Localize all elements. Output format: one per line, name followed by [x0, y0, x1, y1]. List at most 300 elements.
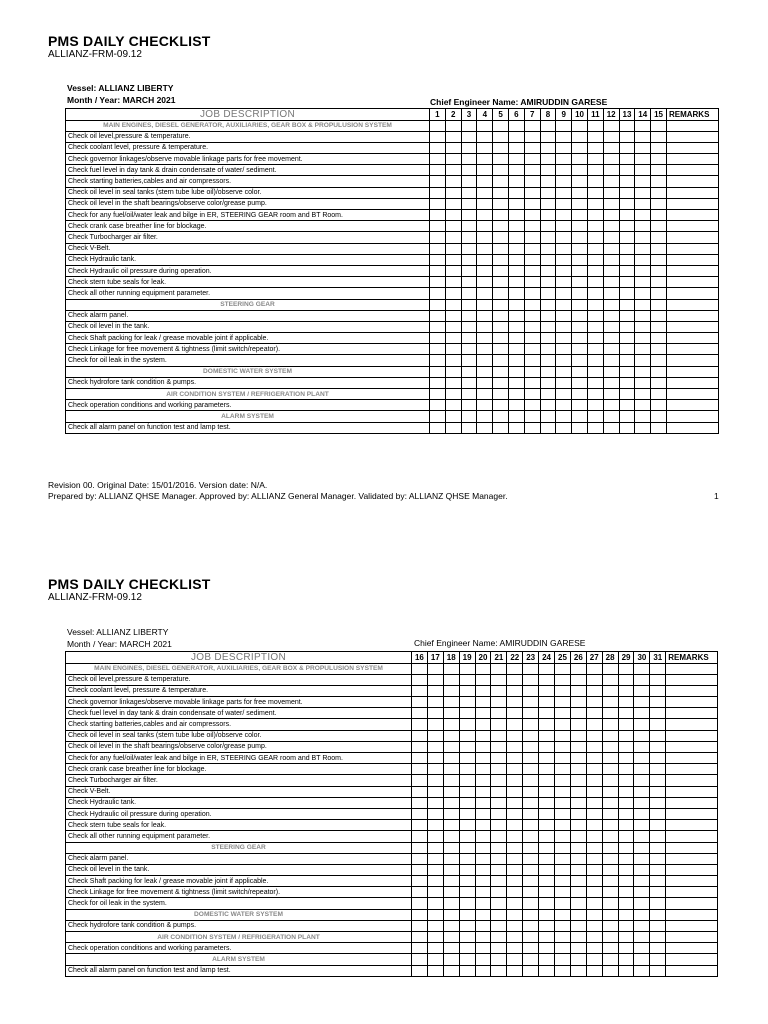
day-check-cell[interactable] — [443, 831, 459, 842]
day-check-cell[interactable] — [427, 674, 443, 685]
day-check-cell[interactable] — [634, 842, 650, 853]
day-check-cell[interactable] — [570, 685, 586, 696]
day-check-cell[interactable] — [570, 831, 586, 842]
remarks-cell[interactable] — [666, 909, 718, 920]
day-check-cell[interactable] — [523, 932, 539, 943]
day-check-cell[interactable] — [523, 898, 539, 909]
day-check-cell[interactable] — [491, 775, 507, 786]
day-check-cell[interactable] — [507, 741, 523, 752]
day-check-cell[interactable] — [602, 808, 618, 819]
day-check-cell[interactable] — [602, 797, 618, 808]
day-check-cell[interactable] — [539, 831, 555, 842]
day-check-cell[interactable] — [650, 730, 666, 741]
remarks-cell[interactable] — [666, 842, 718, 853]
day-check-cell[interactable] — [570, 730, 586, 741]
day-check-cell[interactable] — [570, 898, 586, 909]
day-check-cell[interactable] — [523, 965, 539, 976]
day-check-cell[interactable] — [507, 909, 523, 920]
day-check-cell[interactable] — [618, 864, 634, 875]
day-check-cell[interactable] — [507, 965, 523, 976]
day-check-cell[interactable] — [634, 697, 650, 708]
day-check-cell[interactable] — [650, 842, 666, 853]
day-check-cell[interactable] — [650, 775, 666, 786]
day-check-cell[interactable] — [634, 741, 650, 752]
day-check-cell[interactable] — [412, 842, 428, 853]
day-check-cell[interactable] — [618, 943, 634, 954]
day-check-cell[interactable] — [650, 876, 666, 887]
day-check-cell[interactable] — [602, 909, 618, 920]
day-check-cell[interactable] — [618, 853, 634, 864]
day-check-cell[interactable] — [475, 797, 491, 808]
day-check-cell[interactable] — [507, 932, 523, 943]
remarks-cell[interactable] — [666, 932, 718, 943]
remarks-cell[interactable] — [666, 920, 718, 931]
day-check-cell[interactable] — [618, 786, 634, 797]
day-check-cell[interactable] — [443, 741, 459, 752]
day-check-cell[interactable] — [507, 853, 523, 864]
day-check-cell[interactable] — [412, 965, 428, 976]
day-check-cell[interactable] — [634, 674, 650, 685]
day-check-cell[interactable] — [602, 775, 618, 786]
day-check-cell[interactable] — [634, 685, 650, 696]
day-check-cell[interactable] — [618, 753, 634, 764]
day-check-cell[interactable] — [634, 753, 650, 764]
day-check-cell[interactable] — [602, 887, 618, 898]
day-check-cell[interactable] — [459, 719, 475, 730]
day-check-cell[interactable] — [412, 876, 428, 887]
day-check-cell[interactable] — [555, 685, 571, 696]
day-check-cell[interactable] — [586, 697, 602, 708]
day-check-cell[interactable] — [570, 764, 586, 775]
day-check-cell[interactable] — [507, 831, 523, 842]
day-check-cell[interactable] — [427, 786, 443, 797]
day-check-cell[interactable] — [555, 674, 571, 685]
day-check-cell[interactable] — [443, 898, 459, 909]
day-check-cell[interactable] — [443, 853, 459, 864]
day-check-cell[interactable] — [523, 775, 539, 786]
day-check-cell[interactable] — [491, 697, 507, 708]
day-check-cell[interactable] — [555, 808, 571, 819]
day-check-cell[interactable] — [523, 820, 539, 831]
day-check-cell[interactable] — [459, 786, 475, 797]
day-check-cell[interactable] — [555, 954, 571, 965]
day-check-cell[interactable] — [523, 797, 539, 808]
day-check-cell[interactable] — [586, 674, 602, 685]
day-check-cell[interactable] — [427, 820, 443, 831]
day-check-cell[interactable] — [475, 831, 491, 842]
day-check-cell[interactable] — [539, 808, 555, 819]
day-check-cell[interactable] — [570, 697, 586, 708]
day-check-cell[interactable] — [650, 954, 666, 965]
day-check-cell[interactable] — [427, 663, 443, 674]
day-check-cell[interactable] — [650, 708, 666, 719]
day-check-cell[interactable] — [539, 820, 555, 831]
day-check-cell[interactable] — [650, 753, 666, 764]
day-check-cell[interactable] — [491, 932, 507, 943]
day-check-cell[interactable] — [586, 775, 602, 786]
day-check-cell[interactable] — [459, 943, 475, 954]
day-check-cell[interactable] — [602, 764, 618, 775]
day-check-cell[interactable] — [412, 753, 428, 764]
day-check-cell[interactable] — [650, 764, 666, 775]
day-check-cell[interactable] — [491, 719, 507, 730]
day-check-cell[interactable] — [412, 685, 428, 696]
day-check-cell[interactable] — [491, 808, 507, 819]
day-check-cell[interactable] — [650, 786, 666, 797]
day-check-cell[interactable] — [618, 775, 634, 786]
day-check-cell[interactable] — [570, 954, 586, 965]
day-check-cell[interactable] — [507, 753, 523, 764]
day-check-cell[interactable] — [555, 876, 571, 887]
day-check-cell[interactable] — [427, 909, 443, 920]
day-check-cell[interactable] — [412, 708, 428, 719]
day-check-cell[interactable] — [475, 864, 491, 875]
day-check-cell[interactable] — [618, 808, 634, 819]
day-check-cell[interactable] — [507, 697, 523, 708]
day-check-cell[interactable] — [539, 887, 555, 898]
day-check-cell[interactable] — [586, 831, 602, 842]
day-check-cell[interactable] — [634, 909, 650, 920]
day-check-cell[interactable] — [507, 864, 523, 875]
day-check-cell[interactable] — [491, 887, 507, 898]
remarks-cell[interactable] — [666, 685, 718, 696]
day-check-cell[interactable] — [570, 842, 586, 853]
day-check-cell[interactable] — [602, 932, 618, 943]
day-check-cell[interactable] — [459, 954, 475, 965]
day-check-cell[interactable] — [539, 663, 555, 674]
day-check-cell[interactable] — [507, 685, 523, 696]
remarks-cell[interactable] — [666, 674, 718, 685]
day-check-cell[interactable] — [555, 909, 571, 920]
day-check-cell[interactable] — [650, 932, 666, 943]
day-check-cell[interactable] — [602, 864, 618, 875]
day-check-cell[interactable] — [427, 753, 443, 764]
day-check-cell[interactable] — [570, 663, 586, 674]
day-check-cell[interactable] — [507, 898, 523, 909]
day-check-cell[interactable] — [539, 775, 555, 786]
day-check-cell[interactable] — [475, 708, 491, 719]
day-check-cell[interactable] — [618, 708, 634, 719]
day-check-cell[interactable] — [475, 842, 491, 853]
day-check-cell[interactable] — [539, 719, 555, 730]
day-check-cell[interactable] — [555, 663, 571, 674]
day-check-cell[interactable] — [602, 730, 618, 741]
day-check-cell[interactable] — [618, 842, 634, 853]
day-check-cell[interactable] — [491, 753, 507, 764]
day-check-cell[interactable] — [602, 842, 618, 853]
day-check-cell[interactable] — [618, 887, 634, 898]
day-check-cell[interactable] — [475, 674, 491, 685]
day-check-cell[interactable] — [539, 932, 555, 943]
day-check-cell[interactable] — [555, 730, 571, 741]
day-check-cell[interactable] — [523, 697, 539, 708]
day-check-cell[interactable] — [539, 876, 555, 887]
day-check-cell[interactable] — [650, 808, 666, 819]
day-check-cell[interactable] — [634, 797, 650, 808]
day-check-cell[interactable] — [459, 887, 475, 898]
day-check-cell[interactable] — [602, 674, 618, 685]
day-check-cell[interactable] — [475, 786, 491, 797]
day-check-cell[interactable] — [618, 741, 634, 752]
day-check-cell[interactable] — [586, 719, 602, 730]
day-check-cell[interactable] — [475, 775, 491, 786]
day-check-cell[interactable] — [634, 853, 650, 864]
day-check-cell[interactable] — [475, 920, 491, 931]
day-check-cell[interactable] — [618, 920, 634, 931]
day-check-cell[interactable] — [586, 898, 602, 909]
day-check-cell[interactable] — [555, 753, 571, 764]
day-check-cell[interactable] — [475, 943, 491, 954]
day-check-cell[interactable] — [634, 663, 650, 674]
day-check-cell[interactable] — [523, 808, 539, 819]
day-check-cell[interactable] — [523, 786, 539, 797]
day-check-cell[interactable] — [555, 864, 571, 875]
day-check-cell[interactable] — [586, 965, 602, 976]
day-check-cell[interactable] — [570, 920, 586, 931]
day-check-cell[interactable] — [602, 820, 618, 831]
day-check-cell[interactable] — [602, 663, 618, 674]
day-check-cell[interactable] — [602, 786, 618, 797]
day-check-cell[interactable] — [634, 965, 650, 976]
day-check-cell[interactable] — [443, 797, 459, 808]
day-check-cell[interactable] — [634, 954, 650, 965]
day-check-cell[interactable] — [555, 920, 571, 931]
day-check-cell[interactable] — [634, 719, 650, 730]
day-check-cell[interactable] — [507, 920, 523, 931]
day-check-cell[interactable] — [650, 965, 666, 976]
day-check-cell[interactable] — [618, 954, 634, 965]
day-check-cell[interactable] — [586, 820, 602, 831]
day-check-cell[interactable] — [650, 887, 666, 898]
day-check-cell[interactable] — [618, 730, 634, 741]
day-check-cell[interactable] — [459, 920, 475, 931]
day-check-cell[interactable] — [586, 797, 602, 808]
remarks-cell[interactable] — [666, 831, 718, 842]
day-check-cell[interactable] — [412, 786, 428, 797]
day-check-cell[interactable] — [555, 719, 571, 730]
day-check-cell[interactable] — [618, 965, 634, 976]
day-check-cell[interactable] — [491, 797, 507, 808]
day-check-cell[interactable] — [602, 719, 618, 730]
day-check-cell[interactable] — [459, 663, 475, 674]
day-check-cell[interactable] — [412, 853, 428, 864]
day-check-cell[interactable] — [523, 708, 539, 719]
day-check-cell[interactable] — [475, 965, 491, 976]
day-check-cell[interactable] — [459, 797, 475, 808]
day-check-cell[interactable] — [427, 775, 443, 786]
day-check-cell[interactable] — [491, 786, 507, 797]
day-check-cell[interactable] — [491, 965, 507, 976]
day-check-cell[interactable] — [443, 920, 459, 931]
day-check-cell[interactable] — [618, 663, 634, 674]
day-check-cell[interactable] — [427, 831, 443, 842]
day-check-cell[interactable] — [507, 842, 523, 853]
day-check-cell[interactable] — [459, 932, 475, 943]
day-check-cell[interactable] — [507, 786, 523, 797]
day-check-cell[interactable] — [475, 808, 491, 819]
day-check-cell[interactable] — [507, 719, 523, 730]
day-check-cell[interactable] — [650, 741, 666, 752]
day-check-cell[interactable] — [412, 719, 428, 730]
day-check-cell[interactable] — [443, 730, 459, 741]
day-check-cell[interactable] — [634, 876, 650, 887]
day-check-cell[interactable] — [523, 719, 539, 730]
day-check-cell[interactable] — [443, 864, 459, 875]
remarks-cell[interactable] — [666, 887, 718, 898]
day-check-cell[interactable] — [539, 786, 555, 797]
day-check-cell[interactable] — [523, 943, 539, 954]
day-check-cell[interactable] — [507, 730, 523, 741]
day-check-cell[interactable] — [491, 730, 507, 741]
day-check-cell[interactable] — [491, 920, 507, 931]
day-check-cell[interactable] — [491, 909, 507, 920]
day-check-cell[interactable] — [459, 775, 475, 786]
day-check-cell[interactable] — [491, 898, 507, 909]
day-check-cell[interactable] — [491, 943, 507, 954]
day-check-cell[interactable] — [618, 831, 634, 842]
day-check-cell[interactable] — [475, 909, 491, 920]
day-check-cell[interactable] — [650, 898, 666, 909]
day-check-cell[interactable] — [412, 674, 428, 685]
day-check-cell[interactable] — [586, 685, 602, 696]
day-check-cell[interactable] — [586, 909, 602, 920]
day-check-cell[interactable] — [602, 685, 618, 696]
remarks-cell[interactable] — [666, 965, 718, 976]
day-check-cell[interactable] — [443, 708, 459, 719]
day-check-cell[interactable] — [539, 741, 555, 752]
day-check-cell[interactable] — [443, 808, 459, 819]
day-check-cell[interactable] — [475, 820, 491, 831]
day-check-cell[interactable] — [634, 887, 650, 898]
day-check-cell[interactable] — [475, 663, 491, 674]
day-check-cell[interactable] — [650, 920, 666, 931]
day-check-cell[interactable] — [570, 965, 586, 976]
day-check-cell[interactable] — [523, 663, 539, 674]
day-check-cell[interactable] — [602, 741, 618, 752]
day-check-cell[interactable] — [634, 864, 650, 875]
day-check-cell[interactable] — [412, 932, 428, 943]
day-check-cell[interactable] — [427, 685, 443, 696]
day-check-cell[interactable] — [491, 820, 507, 831]
day-check-cell[interactable] — [459, 764, 475, 775]
remarks-cell[interactable] — [666, 876, 718, 887]
day-check-cell[interactable] — [507, 775, 523, 786]
day-check-cell[interactable] — [523, 674, 539, 685]
day-check-cell[interactable] — [459, 853, 475, 864]
day-check-cell[interactable] — [507, 797, 523, 808]
day-check-cell[interactable] — [618, 898, 634, 909]
day-check-cell[interactable] — [555, 831, 571, 842]
day-check-cell[interactable] — [523, 853, 539, 864]
day-check-cell[interactable] — [539, 965, 555, 976]
day-check-cell[interactable] — [539, 730, 555, 741]
day-check-cell[interactable] — [555, 786, 571, 797]
day-check-cell[interactable] — [443, 719, 459, 730]
day-check-cell[interactable] — [427, 887, 443, 898]
day-check-cell[interactable] — [412, 831, 428, 842]
remarks-cell[interactable] — [666, 663, 718, 674]
day-check-cell[interactable] — [507, 876, 523, 887]
day-check-cell[interactable] — [555, 853, 571, 864]
remarks-cell[interactable] — [666, 797, 718, 808]
day-check-cell[interactable] — [412, 730, 428, 741]
day-check-cell[interactable] — [602, 954, 618, 965]
day-check-cell[interactable] — [539, 954, 555, 965]
day-check-cell[interactable] — [443, 663, 459, 674]
day-check-cell[interactable] — [427, 954, 443, 965]
day-check-cell[interactable] — [650, 943, 666, 954]
day-check-cell[interactable] — [634, 775, 650, 786]
day-check-cell[interactable] — [570, 820, 586, 831]
day-check-cell[interactable] — [443, 965, 459, 976]
day-check-cell[interactable] — [475, 697, 491, 708]
day-check-cell[interactable] — [602, 965, 618, 976]
day-check-cell[interactable] — [427, 853, 443, 864]
day-check-cell[interactable] — [555, 764, 571, 775]
day-check-cell[interactable] — [412, 920, 428, 931]
day-check-cell[interactable] — [459, 708, 475, 719]
day-check-cell[interactable] — [475, 741, 491, 752]
day-check-cell[interactable] — [539, 943, 555, 954]
day-check-cell[interactable] — [602, 920, 618, 931]
day-check-cell[interactable] — [586, 954, 602, 965]
day-check-cell[interactable] — [539, 708, 555, 719]
day-check-cell[interactable] — [459, 820, 475, 831]
day-check-cell[interactable] — [602, 853, 618, 864]
day-check-cell[interactable] — [459, 674, 475, 685]
day-check-cell[interactable] — [427, 943, 443, 954]
day-check-cell[interactable] — [555, 708, 571, 719]
day-check-cell[interactable] — [570, 797, 586, 808]
day-check-cell[interactable] — [618, 719, 634, 730]
day-check-cell[interactable] — [491, 842, 507, 853]
day-check-cell[interactable] — [570, 943, 586, 954]
day-check-cell[interactable] — [507, 943, 523, 954]
day-check-cell[interactable] — [650, 909, 666, 920]
day-check-cell[interactable] — [634, 808, 650, 819]
day-check-cell[interactable] — [475, 730, 491, 741]
day-check-cell[interactable] — [570, 864, 586, 875]
day-check-cell[interactable] — [427, 932, 443, 943]
day-check-cell[interactable] — [459, 831, 475, 842]
day-check-cell[interactable] — [459, 741, 475, 752]
day-check-cell[interactable] — [570, 741, 586, 752]
day-check-cell[interactable] — [555, 943, 571, 954]
day-check-cell[interactable] — [459, 876, 475, 887]
day-check-cell[interactable] — [427, 842, 443, 853]
day-check-cell[interactable] — [523, 685, 539, 696]
day-check-cell[interactable] — [602, 831, 618, 842]
day-check-cell[interactable] — [586, 663, 602, 674]
day-check-cell[interactable] — [586, 764, 602, 775]
remarks-cell[interactable] — [666, 697, 718, 708]
day-check-cell[interactable] — [427, 965, 443, 976]
day-check-cell[interactable] — [618, 932, 634, 943]
day-check-cell[interactable] — [491, 831, 507, 842]
day-check-cell[interactable] — [443, 674, 459, 685]
day-check-cell[interactable] — [427, 741, 443, 752]
day-check-cell[interactable] — [618, 685, 634, 696]
day-check-cell[interactable] — [586, 753, 602, 764]
day-check-cell[interactable] — [412, 663, 428, 674]
day-check-cell[interactable] — [427, 708, 443, 719]
day-check-cell[interactable] — [570, 909, 586, 920]
day-check-cell[interactable] — [523, 730, 539, 741]
day-check-cell[interactable] — [650, 797, 666, 808]
remarks-cell[interactable] — [666, 786, 718, 797]
day-check-cell[interactable] — [427, 808, 443, 819]
day-check-cell[interactable] — [475, 764, 491, 775]
